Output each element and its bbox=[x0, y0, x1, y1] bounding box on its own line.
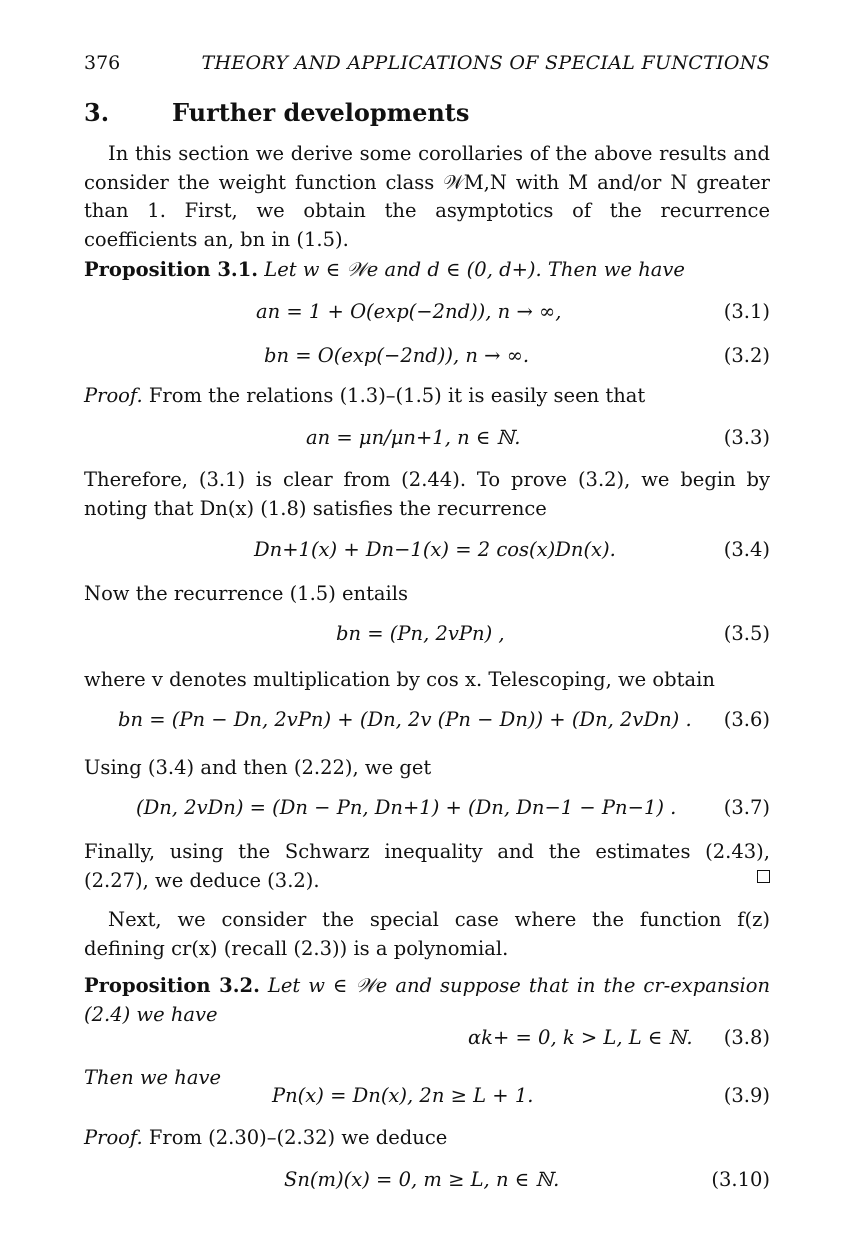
proposition-3-2-heading: Proposition 3.2. bbox=[84, 974, 260, 997]
proof-3-2-intro bbox=[84, 1124, 770, 1152]
equation-number: (3.6) bbox=[723, 708, 770, 731]
section-number: 3. bbox=[84, 98, 110, 127]
equation-3-8 bbox=[84, 1026, 770, 1056]
proof-label: Proof. bbox=[84, 1126, 143, 1149]
equation-number: (3.4) bbox=[723, 538, 770, 561]
proposition-3-1-heading: Proposition 3.1. bbox=[84, 258, 259, 281]
proposition-3-1 bbox=[84, 256, 770, 284]
equation-number: (3.5) bbox=[723, 622, 770, 645]
equation-3-1 bbox=[84, 300, 770, 330]
equation-number: (3.10) bbox=[711, 1168, 770, 1191]
proposition-3-2-statement: Let w ∈ 𝒲e and suppose that in the cr-expansion (2.4) we have bbox=[84, 974, 771, 1026]
where-paragraph: where v denotes multiplication by cos x. Telescoping, we obtain bbox=[84, 668, 715, 691]
equation-3-7 bbox=[84, 796, 770, 826]
now-paragraph: Now the recurrence (1.5) entails bbox=[84, 582, 409, 605]
equation-expression: an = μn/μn+1, n ∈ ℕ. bbox=[306, 426, 521, 449]
equation-number: (3.2) bbox=[723, 344, 770, 367]
equation-expression: bn = O(exp(−2nd)), n → ∞. bbox=[264, 344, 530, 367]
proposition-3-2 bbox=[84, 972, 770, 1029]
equation-3-9 bbox=[84, 1084, 770, 1114]
section-heading bbox=[84, 98, 469, 127]
finally-paragraph: Finally, using the Schwarz inequality and the estimates (2.43), (2.27), we deduce (3.2). bbox=[84, 840, 770, 892]
equation-3-4 bbox=[84, 538, 770, 568]
therefore-paragraph: Therefore, (3.1) is clear from (2.44). To prove (3.2), we begin by noting that Dn(x) (1.8) satisfies the recurrence bbox=[84, 468, 770, 520]
equation-3-2 bbox=[84, 344, 770, 374]
proof-text: From (2.30)–(2.32) we deduce bbox=[148, 1126, 448, 1149]
proof-label: Proof. bbox=[84, 384, 143, 407]
equation-3-3 bbox=[84, 426, 770, 456]
proposition-3-1-statement: Let w ∈ 𝒲e and d ∈ (0, d+). Then we have bbox=[264, 258, 685, 281]
equation-3-10 bbox=[84, 1168, 770, 1198]
equation-expression: Dn+1(x) + Dn−1(x) = 2 cos(x)Dn(x). bbox=[254, 538, 616, 561]
running-header bbox=[84, 52, 770, 78]
running-title: THEORY AND APPLICATIONS OF SPECIAL FUNCTIONS bbox=[201, 52, 770, 74]
equation-expression: αk+ = 0, k > L, L ∈ ℕ. bbox=[468, 1026, 693, 1049]
equation-expression: Sn(m)(x) = 0, m ≥ L, n ∈ ℕ. bbox=[284, 1168, 560, 1191]
using-paragraph: Using (3.4) and then (2.22), we get bbox=[84, 756, 432, 779]
equation-number: (3.3) bbox=[723, 426, 770, 449]
section-title: Further developments bbox=[172, 98, 470, 127]
equation-number: (3.9) bbox=[723, 1084, 770, 1107]
equation-3-5 bbox=[84, 622, 770, 652]
proof-text: From the relations (1.3)–(1.5) it is easily seen that bbox=[148, 384, 646, 407]
proof-3-1-intro bbox=[84, 382, 770, 410]
next-paragraph: Next, we consider the special case where the function f(z) defining cr(x) (recall (2.3)) is a polynomial. bbox=[84, 908, 770, 960]
equation-number: (3.1) bbox=[723, 300, 770, 323]
equation-expression: an = 1 + O(exp(−2nd)), n → ∞, bbox=[256, 300, 562, 323]
equation-expression: Pn(x) = Dn(x), 2n ≥ L + 1. bbox=[272, 1084, 534, 1107]
intro-paragraph: In this section we derive some corollaries of the above results and consider the weight function class 𝒲M,N with M and/or N greater than 1. First, we obtain the asymptotics of the recurrence coefficients an, bn in (1.5). bbox=[84, 142, 770, 251]
then-line: Then we have bbox=[84, 1066, 222, 1089]
qed-square bbox=[757, 870, 770, 883]
equation-expression: bn = (Pn, 2vPn) , bbox=[336, 622, 505, 645]
equation-number: (3.8) bbox=[723, 1026, 770, 1049]
equation-expression: bn = (Pn − Dn, 2vPn) + (Dn, 2v (Pn − Dn)) + (Dn, 2vDn) . bbox=[118, 708, 692, 731]
page-number: 376 bbox=[84, 52, 121, 74]
equation-number: (3.7) bbox=[723, 796, 770, 819]
equation-3-6 bbox=[84, 708, 770, 738]
equation-expression: (Dn, 2vDn) = (Dn − Pn, Dn+1) + (Dn, Dn−1 − Pn−1) . bbox=[136, 796, 677, 819]
